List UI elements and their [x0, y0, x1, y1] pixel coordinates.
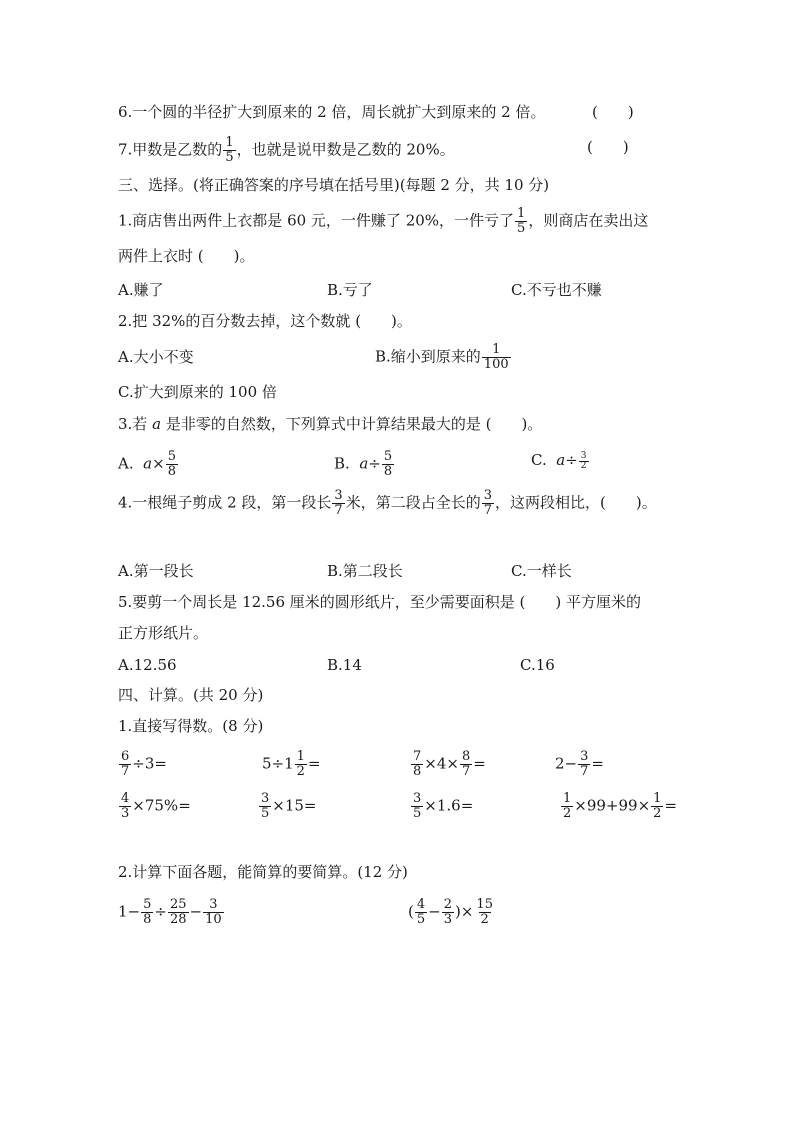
- fraction: $\frac{6}{7}$: [121, 749, 130, 779]
- q2-text: 2.把 32%的百分数去掉，这个数就 ( )。: [118, 312, 412, 330]
- fraction: $\frac{1}{2}$: [563, 791, 572, 821]
- section-4-heading: 四、计算。(共 20 分): [118, 686, 264, 704]
- calc-problem-2: ( $\frac{4}{5}$ − $\frac{2}{3}$ )× $\frac{15}{2}$: [408, 897, 493, 927]
- fraction: $\frac{7}{8}$: [413, 749, 422, 779]
- fraction: $\frac{1}{2}$: [296, 749, 305, 779]
- fraction: $\frac{1}{100}$: [483, 342, 509, 372]
- fraction: $\frac{3}{10}$: [205, 897, 222, 927]
- q5-option-c[interactable]: C.16: [520, 656, 555, 674]
- q4-option-a[interactable]: A.第一段长: [118, 562, 194, 580]
- calc-part2-title: 2.计算下面各题，能简算的要简算。(12 分): [118, 863, 408, 881]
- fraction: $\frac{3}{7}$: [334, 488, 343, 518]
- fraction: $\frac{3}{2}$: [580, 450, 587, 471]
- fraction: $\frac{1}{2}$: [653, 791, 662, 821]
- fraction: $\frac{5}{8}$: [383, 449, 393, 479]
- fraction: $\frac{4}{5}$: [416, 897, 426, 927]
- calc-expr-3: $\frac{7}{8}$ ×4× $\frac{8}{7}$ =: [413, 749, 486, 779]
- q2-option-b[interactable]: B.缩小到原来的 $\frac{1}{100}$: [375, 342, 509, 372]
- q4-option-c[interactable]: C.一样长: [511, 562, 572, 580]
- fraction: $\frac{3}{5}$: [413, 791, 422, 821]
- judge-q6-blank[interactable]: ( ): [592, 103, 634, 121]
- q3-option-c[interactable]: C. a÷ $\frac{3}{2}$: [531, 450, 587, 471]
- calc-expr-4: 2− $\frac{3}{7}$ =: [555, 749, 604, 779]
- calc-problem-1: 1− $\frac{5}{8}$ ÷ $\frac{25}{28}$ − $\frac{3}{10}$: [118, 897, 222, 927]
- q4-text: 4.一根绳子剪成 2 段，第一段长 $\frac{3}{7}$ 米，第二段占全长的 $\frac{3}{7}$ ，这两段相比，( )。: [118, 488, 657, 518]
- calc-expr-7: $\frac{3}{5}$ ×1.6=: [413, 791, 474, 821]
- fraction: $\frac{5}{8}$: [143, 897, 152, 927]
- q3-option-b[interactable]: B. a÷ $\frac{5}{8}$: [334, 449, 393, 479]
- fraction: $\frac{15}{2}$: [476, 897, 493, 927]
- judge-q7-blank[interactable]: ( ): [587, 138, 629, 156]
- calc-expr-1: $\frac{6}{7}$ ÷3=: [121, 749, 167, 779]
- q1-line1: 1.商店售出两件上衣都是 60 元，一件赚了 20%，一件亏了 $\frac{1}{5}$ ，则商店在卖出这: [118, 206, 649, 236]
- judge-q6-text: 6.一个圆的半径扩大到原来的 2 倍，周长就扩大到原来的 2 倍。: [118, 103, 546, 121]
- q1-option-a[interactable]: A.赚了: [118, 281, 164, 299]
- q1-line2: 两件上衣时 ( )。: [118, 247, 255, 265]
- q4-option-b[interactable]: B.第二段长: [327, 562, 403, 580]
- fraction: $\frac{3}{7}$: [483, 488, 492, 518]
- q3-text: 3.若 a 是非零的自然数，下列算式中计算结果最大的是 ( )。: [118, 415, 543, 433]
- q5-option-b[interactable]: B.14: [327, 656, 362, 674]
- fraction: $\frac{1}{5}$: [517, 206, 526, 236]
- fraction: $\frac{1}{5}$: [225, 135, 234, 165]
- calc-expr-5: $\frac{4}{3}$ ×75%=: [121, 791, 191, 821]
- fraction: $\frac{25}{28}$: [169, 897, 187, 927]
- judge-q6: [118, 102, 545, 122]
- q3-option-a[interactable]: A. a× $\frac{5}{8}$: [118, 449, 176, 479]
- fraction: $\frac{4}{3}$: [121, 791, 130, 821]
- q1-option-c[interactable]: C.不亏也不赚: [511, 281, 602, 299]
- q1-option-b[interactable]: B.亏了: [327, 281, 373, 299]
- calc-expr-2: 5÷1 $\frac{1}{2}$ =: [262, 749, 321, 779]
- q5-option-a[interactable]: A.12.56: [118, 656, 177, 674]
- calc-expr-6: $\frac{3}{5}$ ×15=: [261, 791, 317, 821]
- fraction: $\frac{5}{8}$: [167, 449, 176, 479]
- calc-part1-title: 1.直接写得数。(8 分): [118, 717, 264, 735]
- calc-expr-8: $\frac{1}{2}$ ×99+99× $\frac{1}{2}$ =: [563, 791, 678, 821]
- fraction: $\frac{3}{5}$: [261, 791, 270, 821]
- fraction: $\frac{8}{7}$: [461, 749, 471, 779]
- q2-option-a[interactable]: A.大小不变: [118, 348, 194, 366]
- q5-line1: 5.要剪一个周长是 12.56 厘米的圆形纸片，至少需要面积是 ( ) 平方厘米的: [118, 593, 642, 611]
- q5-line2: 正方形纸片。: [118, 624, 209, 642]
- q2-option-c[interactable]: C.扩大到原来的 100 倍: [118, 383, 277, 401]
- fraction: $\frac{2}{3}$: [443, 897, 452, 927]
- judge-q7: 7.甲数是乙数的 $\frac{1}{5}$ ，也就是说甲数是乙数的 20%。: [118, 135, 455, 165]
- fraction: $\frac{3}{7}$: [580, 749, 589, 779]
- section-3-heading: 三、选择。(将正确答案的序号填在括号里)(每题 2 分，共 10 分): [118, 176, 550, 194]
